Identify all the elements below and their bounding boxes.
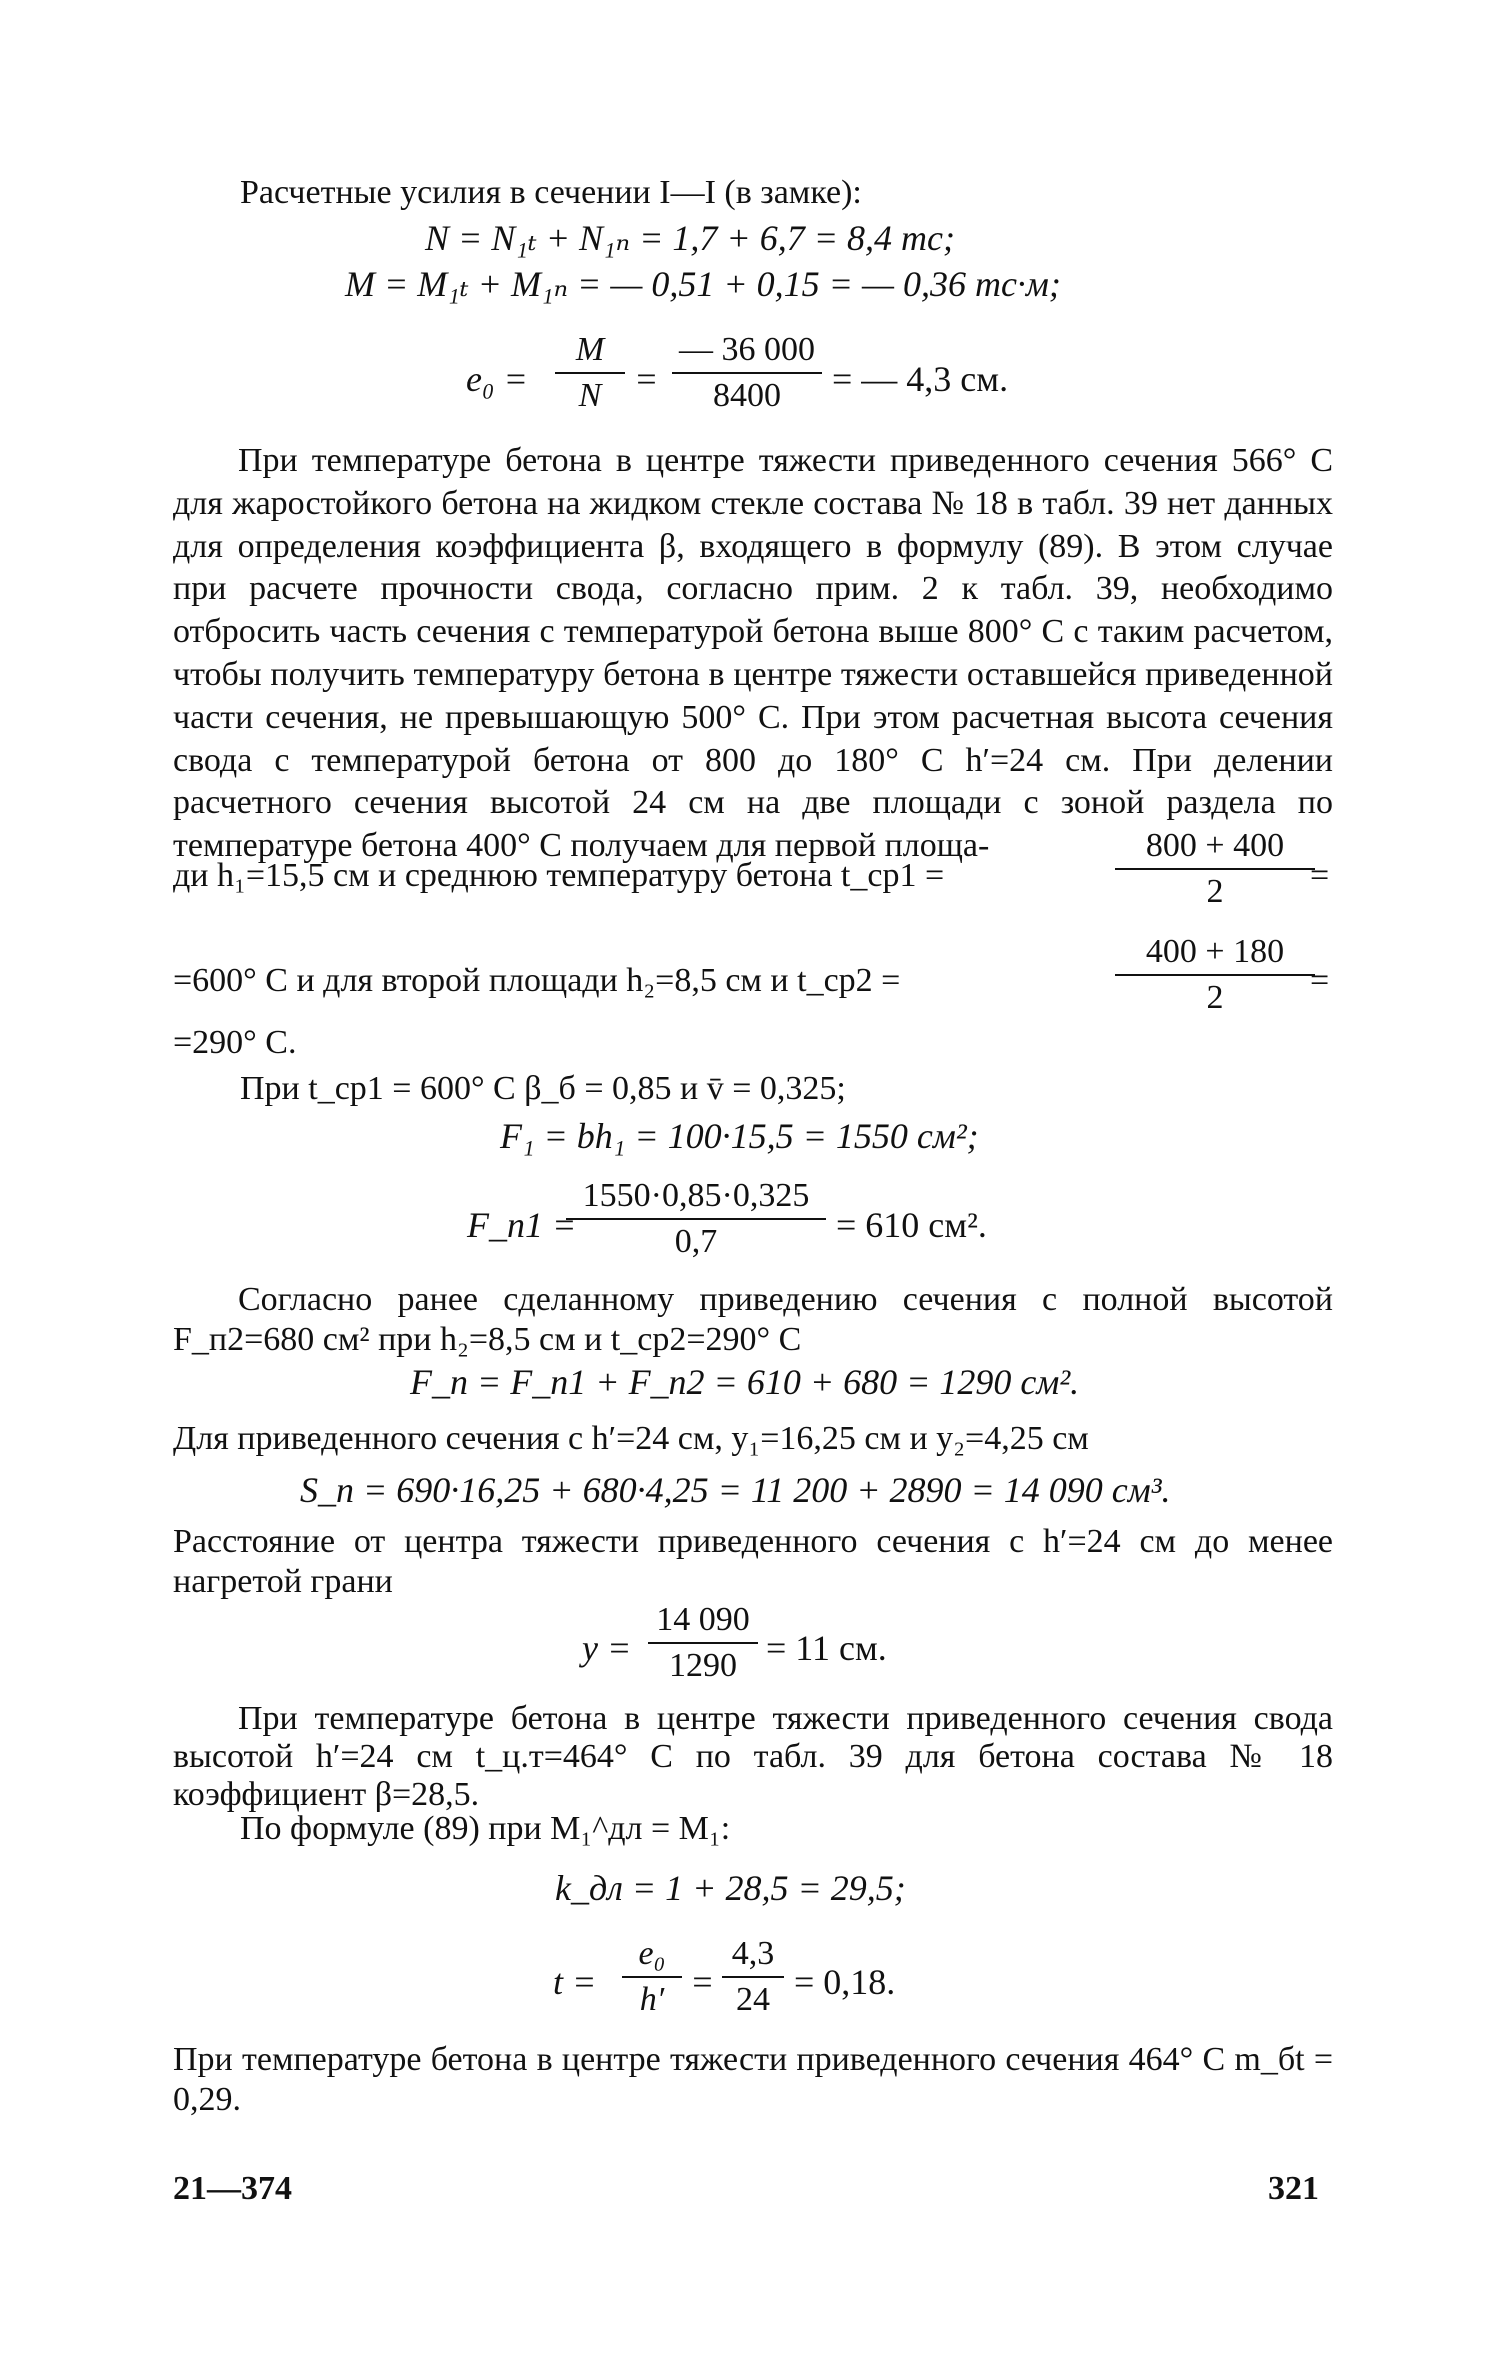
paragraph-2: Согласно ранее сделанному приведению сечения с полной высотой F_п2=680 см² при h₂=8,5 см и t_cp2=290° С (173, 1281, 1333, 1358)
e0-lhs: e₀ = (466, 359, 528, 399)
paragraph-3: Расстояние от центра тяжести приведенного сечения с h′=24 см до менее нагретой грани (173, 1523, 1333, 1600)
equation-Fn: F_п = F_п1 + F_п2 = 610 + 680 = 1290 см². (410, 1362, 1080, 1402)
line-600: =600° С и для второй площади h₂=8,5 см и t_cp2 = (173, 962, 901, 999)
denominator: h′ (639, 1981, 665, 2018)
fraction-4.3-24 (722, 1934, 784, 2020)
line-y: Для приведенного сечения с h′=24 см, y₁=16,25 см и y₂=4,25 см (173, 1420, 1089, 1457)
equation-Sn: S_п = 690·16,25 + 680·4,25 = 11 200 + 2890 = 14 090 см³. (300, 1470, 1171, 1510)
denominator: N (578, 377, 602, 414)
numerator: e₀ (638, 1935, 666, 1972)
denominator: 1290 (669, 1647, 737, 1684)
fraction-bar (566, 1218, 826, 1220)
t-lhs: t = (553, 1962, 597, 2002)
denominator: 8400 (713, 377, 781, 414)
line-beta: При t_cp1 = 600° С β_б = 0,85 и v̄ = 0,325; (240, 1070, 846, 1107)
equals: = (690, 1962, 715, 2002)
denominator: 0,7 (674, 1223, 718, 1260)
fraction-y (648, 1600, 758, 1686)
fraction-bar (672, 372, 822, 374)
equation-N: N = N₁ₜ + N₁ₙ = 1,7 + 6,7 = 8,4 тс; (425, 218, 955, 258)
equation-k: k_дл = 1 + 28,5 = 29,5; (555, 1868, 906, 1908)
fraction-Fn1 (566, 1176, 826, 1262)
fraction-bar (555, 372, 625, 374)
equation-M: M = M₁ₜ + M₁ₙ = — 0,51 + 0,15 = — 0,36 тс·м; (345, 264, 1061, 304)
numerator: 4,3 (731, 1935, 775, 1972)
paragraph-5: При температуре бетона в центре тяжести приведенного сечения 464° С m_бt = 0,29. (173, 2041, 1333, 2118)
denominator: 2 (1206, 873, 1224, 910)
fraction-bar (622, 1976, 682, 1978)
paragraph-1: При температуре бетона в центре тяжести приведенного сечения 566° С для жаростойкого бетона на жидком стекле состава № 18 в табл. 39 нет данных для определения коэффициента β, входящего в формулу (89). В этом случае при расчете прочности свода, согласно прим. 2 к табл. 39, необходимо отбросить часть сечения с температурой бетона выше 800° С с таким расчетом, чтобы получить температуру бетона в центре тяжести оставшейся приведенной части сечения, не превышающую 500° С. При этом расчетная высота сечения свода с температурой бетона от 800 до 180° С h′=24 см. При делении расчетного сечения высотой 24 см на две площади с зоной раздела по температуре бетона 400° С получаем для первой площа- (173, 442, 1333, 865)
page-number: 321 (1268, 2170, 1319, 2207)
denominator: 2 (1206, 979, 1224, 1016)
e0-rhs: = — 4,3 см. (832, 359, 1009, 399)
fraction-36000-8400 (672, 330, 822, 416)
t-rhs: = 0,18. (794, 1962, 896, 2002)
y-lhs: y = (582, 1628, 632, 1668)
footer-signature: 21—374 (173, 2170, 292, 2207)
fraction-bar (648, 1642, 758, 1644)
numerator: 800 + 400 (1145, 827, 1285, 864)
equation-F1: F₁ = bh₁ = 100·15,5 = 1550 см²; (500, 1116, 979, 1156)
fraction-e0-h (622, 1934, 682, 2020)
fraction-M-N (555, 330, 625, 416)
fraction-bar (722, 1976, 784, 1978)
line-290: =290° С. (173, 1024, 297, 1061)
line-formula: По формуле (89) при M₁^дл = M₁: (240, 1810, 731, 1847)
denominator: 24 (736, 1981, 770, 2018)
fraction-t2 (1115, 932, 1315, 1018)
equals-t1: = (1310, 857, 1330, 894)
paragraph-4: При температуре бетона в центре тяжести приведенного сечения свода высотой h′=24 см t_ц.т=464° С по табл. 39 для бетона состава № 18 коэффициент β=28,5. (173, 1700, 1333, 1813)
intro-line: Расчетные усилия в сечении I—I (в замке): (240, 174, 862, 211)
fraction-bar (1115, 868, 1315, 870)
equals-t2: = (1310, 962, 1330, 999)
Fn1-lhs: F_п1 = (467, 1205, 577, 1245)
numerator: 14 090 (656, 1601, 750, 1638)
numerator: M (575, 331, 605, 368)
y-rhs: = 11 см. (766, 1628, 887, 1668)
numerator: 1550·0,85·0,325 (582, 1177, 810, 1214)
numerator: 400 + 180 (1145, 933, 1285, 970)
Fn1-rhs: = 610 см². (836, 1205, 987, 1245)
line-h1: ди h₁=15,5 см и среднюю температуру бетона t_cp1 = (173, 857, 945, 894)
fraction-t1 (1115, 826, 1315, 912)
equals: = (634, 359, 659, 399)
numerator: — 36 000 (679, 331, 815, 368)
fraction-bar (1115, 974, 1315, 976)
